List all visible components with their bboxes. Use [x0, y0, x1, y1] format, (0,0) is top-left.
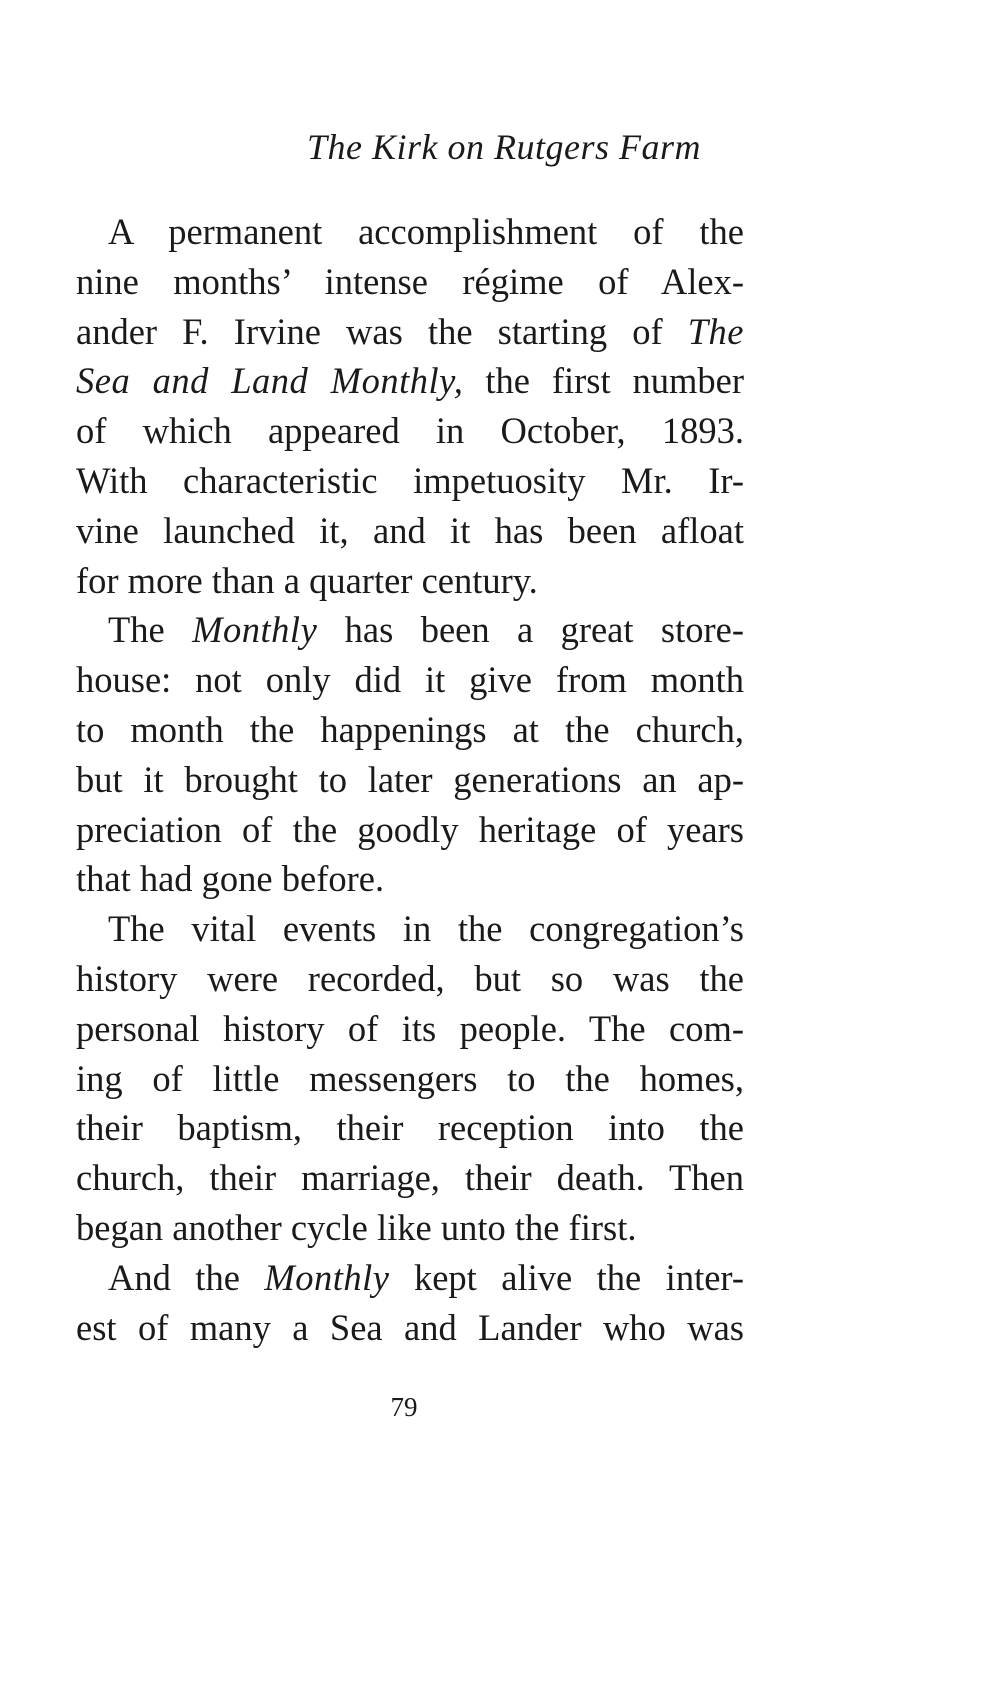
line-text: church, their marriage, their death. Then [76, 1157, 744, 1199]
line-text: kept alive the inter- [389, 1256, 744, 1298]
line-text: nine months’ intense régime of Alex- [76, 260, 744, 302]
text-line [76, 356, 744, 406]
line-text: ing of little messengers to the homes, [76, 1057, 744, 1099]
paragraph [76, 605, 744, 904]
text-line [76, 257, 744, 307]
text-line [76, 1253, 744, 1303]
line-text: that had gone before. [76, 858, 385, 900]
line-text: And the [108, 1256, 265, 1298]
line-text: The [108, 609, 193, 651]
line-text: preciation of the goodly heritage of years [76, 808, 744, 850]
italic-title: Sea and Land Monthly, [76, 360, 464, 402]
line-text: A permanent accomplishment of the [108, 211, 744, 252]
text-line [76, 805, 744, 855]
text-line [76, 655, 744, 705]
running-head: The Kirk on Rutgers Farm [307, 127, 701, 167]
text-line [76, 904, 744, 954]
text-line [76, 1004, 744, 1054]
line-text: history were recorded, but so was the [76, 957, 744, 999]
line-text: The vital events in the congregation’s [108, 908, 744, 950]
text-line [76, 1303, 744, 1353]
paragraph [76, 904, 744, 1253]
line-text: to month the happenings at the church, [76, 708, 744, 750]
text-line [76, 1103, 744, 1153]
italic-title: Monthly [264, 1256, 390, 1298]
line-text: has been a great store- [317, 609, 745, 651]
text-line [76, 456, 744, 506]
line-text: for more than a quarter century. [76, 559, 538, 601]
line-text: With characteristic impetuosity Mr. Ir- [76, 459, 744, 501]
line-text: the first number [463, 360, 745, 402]
text-line [76, 556, 744, 606]
text-line [76, 207, 744, 257]
text-line [76, 307, 744, 357]
paragraph [76, 207, 744, 605]
text-line [76, 1203, 744, 1253]
line-text: est of many a Sea and Lander who was [76, 1306, 744, 1348]
page-number: 79 [390, 1392, 418, 1422]
text-line [76, 1153, 744, 1203]
text-line [76, 954, 744, 1004]
text-line [76, 705, 744, 755]
text-line [76, 506, 744, 556]
line-text: ander F. Irvine was the starting of [76, 310, 688, 352]
text-line [76, 605, 744, 655]
italic-title: Monthly [192, 609, 318, 651]
line-text: of which appeared in October, 1893. [76, 410, 744, 452]
body-text [76, 207, 744, 1352]
text-line [76, 406, 744, 456]
text-line [76, 755, 744, 805]
line-text: their baptism, their reception into the [76, 1107, 744, 1149]
text-line [76, 1054, 744, 1104]
italic-title: The [687, 310, 744, 352]
line-text: began another cycle like unto the first. [76, 1206, 637, 1248]
line-text: but it brought to later generations an ap- [76, 758, 744, 800]
text-line [76, 854, 744, 904]
line-text: vine launched it, and it has been afloat [76, 509, 744, 551]
line-text: personal history of its people. The com- [76, 1007, 744, 1049]
paragraph [76, 1253, 744, 1353]
line-text: house: not only did it give from month [76, 659, 744, 701]
